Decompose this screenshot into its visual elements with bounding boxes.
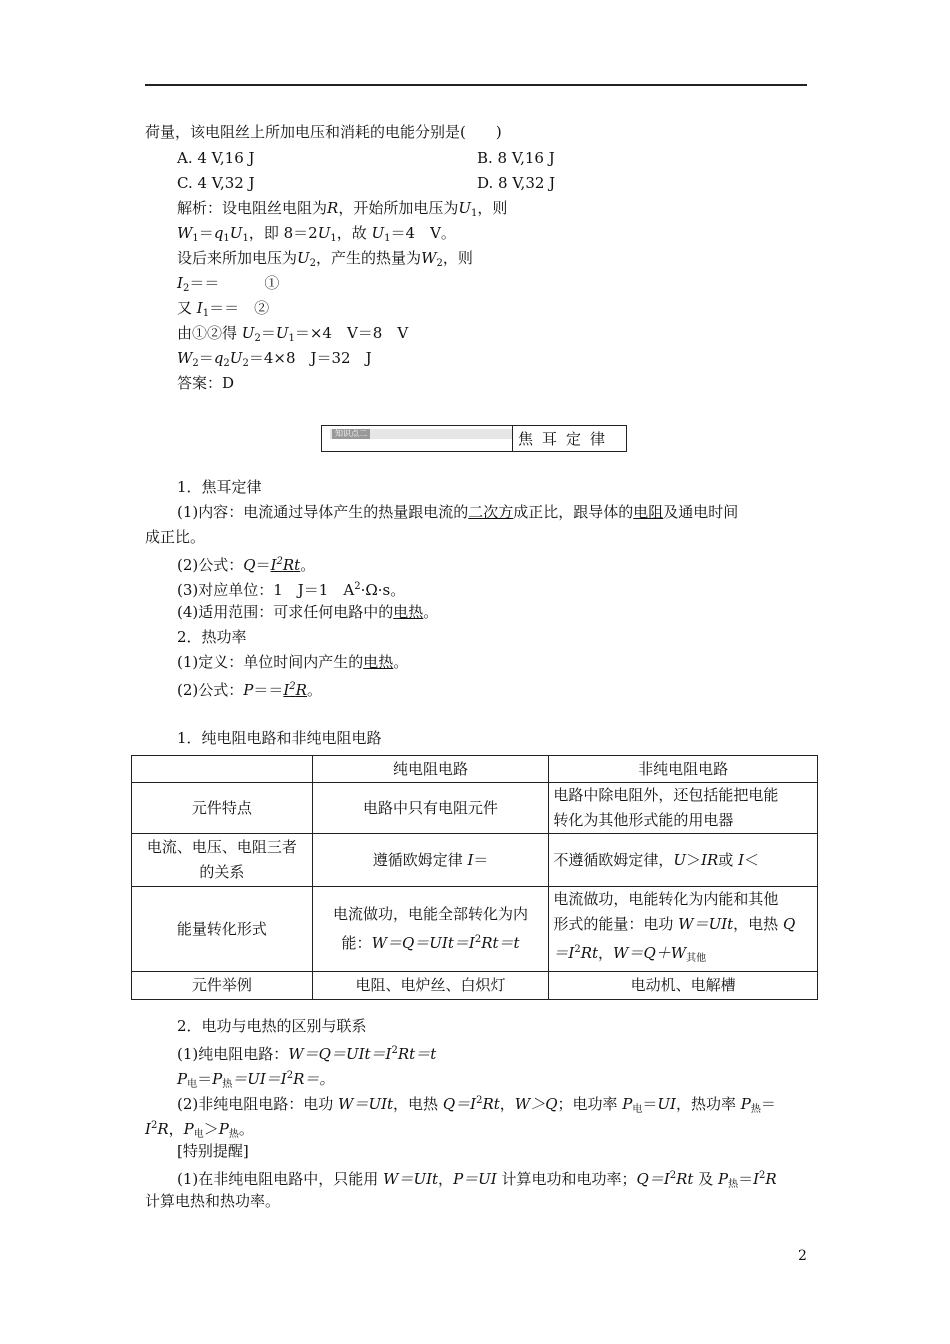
comparison-table [131, 755, 818, 1000]
page-number: 2 [798, 1248, 807, 1264]
solution-line-2: $W_1=q_1U_1$，即 $8=2U_1$，故 $U_1=4$ V。 [177, 224, 456, 244]
header-cell-pure: 纯电阻电路 [312, 756, 549, 783]
reminder-line-2: 计算电热和热功率。 [145, 1192, 281, 1210]
solution-line-6: 由①②得 $U_2=U_1=\times 4$ V＝8 V [177, 324, 409, 344]
nonpure-circuit-line-2: $I^2R$，$P_电>P_热$。 [145, 1120, 254, 1140]
table-cell: 遵循欧姆定律 I＝ [312, 834, 549, 887]
header-rule [145, 84, 807, 86]
table-row [132, 783, 818, 834]
joule-unit: (3)对应单位：1 J＝1 $A^2\cdot\Omega\cdot s$。 [177, 581, 406, 599]
option-c: C. 4 V,32 J [177, 174, 255, 192]
table-cell: 电路中只有电阻元件 [312, 783, 549, 834]
section-tag: 知识点二 [332, 429, 370, 439]
nonpure-circuit-line: (2)非纯电阻电路：电功 W＝UIt，电热 $Q=I^2Rt$，W＞Q；电功率 $P_电=UI$，热功率 $P_热=$ [177, 1095, 776, 1115]
table-cell: 电流、电压、电阻三者 的关系 [132, 834, 313, 887]
table-cell: 电动机、电解槽 [549, 972, 818, 1000]
option-d: D. 8 V,32 J [477, 174, 556, 192]
section-header [321, 425, 627, 452]
header-cell-nonpure: 非纯电阻电路 [549, 756, 818, 783]
section-title: 焦耳定律 [518, 430, 615, 448]
joule-scope: (4)适用范围：可求任何电路中的电热。 [177, 603, 439, 621]
heat-power-definition: (1)定义：单位时间内产生的电热。 [177, 653, 409, 671]
pure-circuit-line: (1)纯电阻电路：$W=Q=UIt=I^2Rt=t$ [177, 1045, 437, 1063]
table-title: 1．纯电阻电路和非纯电阻电路 [177, 729, 382, 747]
solution-line-4: $I_2==$ ① [177, 274, 280, 294]
table-header-row [132, 756, 818, 783]
table-cell: 能量转化形式 [132, 887, 313, 972]
table-cell: 电流做功，电能全部转化为内 能：$W=Q=UIt=I^2Rt=t$ [312, 887, 549, 972]
section-divider [512, 426, 513, 452]
header-cell-empty [132, 756, 313, 783]
solution-line-3: 设后来所加电压为$U_2$，产生的热量为$W_2$，则 [177, 249, 473, 269]
solution-line-7: $W_2=q_2U_2=4\times 8$ J＝32 J [177, 349, 372, 369]
heading-heat-power: 2．热功率 [177, 628, 247, 646]
joule-formula: (2)公式：$Q=I^2Rt$。 [177, 556, 316, 574]
question-stem-tail: 荷量，该电阻丝上所加电压和消耗的电能分别是( ) [145, 123, 502, 141]
table-cell: 元件举例 [132, 972, 313, 1000]
table-row [132, 972, 818, 1000]
option-b: B. 8 V,16 J [477, 149, 555, 167]
pure-circuit-power: $P_电=P_热=UI=I^2R=$。 [177, 1070, 335, 1090]
table-cell: 电路中除电阻外，还包括能把电能 转化为其他形式能的用电器 [549, 783, 818, 834]
special-reminder: [特别提醒] [177, 1142, 249, 1160]
solution-line-1: 解析：设电阻丝电阻为R，开始所加电压为$U_1$，则 [177, 199, 508, 219]
table-cell: 不遵循欧姆定律，U＞IR或 I＜ [549, 834, 818, 887]
heading-joule-law: 1．焦耳定律 [177, 478, 262, 496]
table-cell: 元件特点 [132, 783, 313, 834]
table-row [132, 887, 818, 972]
table-cell: 电流做功，电能转化为内能和其他 形式的能量：电功 W＝UIt，电热 Q $=I^2Rt$，$W=Q+W_{其他}$ [549, 887, 818, 972]
heading-work-vs-heat: 2．电功与电热的区别与联系 [177, 1017, 367, 1035]
answer-line: 答案：D [177, 374, 235, 392]
heat-power-formula: (2)公式：$P==I^2R$。 [177, 681, 322, 699]
table-cell: 电阻、电炉丝、白炽灯 [312, 972, 549, 1000]
reminder-line: (1)在非纯电阻电路中，只能用 W＝UIt，P＝UI 计算电功和电功率；$Q=I^2Rt$ 及 $P_热=I^2R$ [177, 1170, 777, 1190]
option-a: A. 4 V,16 J [177, 149, 255, 167]
joule-content-line-2: 成正比。 [145, 528, 206, 546]
table-row [132, 834, 818, 887]
solution-line-5: 又 $I_1==$ ② [177, 299, 270, 319]
joule-content-line: (1)内容：电流通过导体产生的热量跟电流的二次方成正比，跟导体的电阻及通电时间 [177, 503, 739, 521]
